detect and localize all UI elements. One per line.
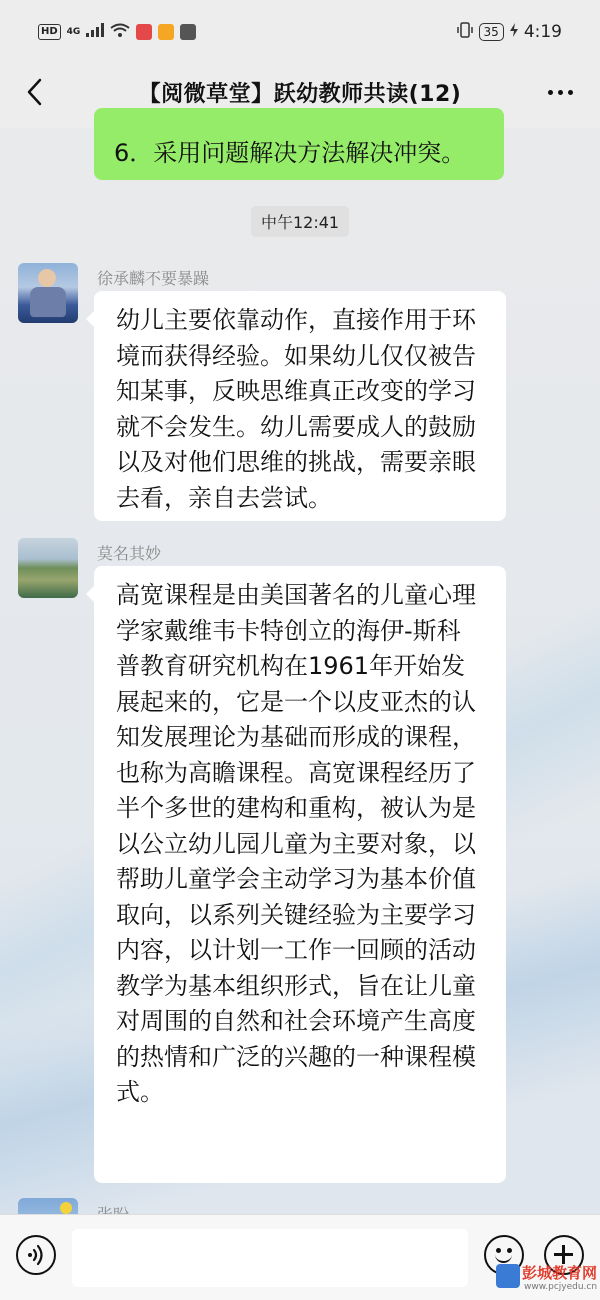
- message-timestamp: 中午12:41: [251, 206, 349, 237]
- voice-button[interactable]: [16, 1235, 56, 1275]
- clock: 4:19: [523, 22, 562, 42]
- avatar[interactable]: [18, 263, 78, 323]
- network-type: 4G: [66, 26, 81, 37]
- watermark-logo-icon: [496, 1264, 520, 1288]
- sender-name: 徐承麟不要暴躁: [97, 269, 210, 288]
- chat-title: 【阅微草堂】跃幼教师共读(12): [138, 81, 462, 107]
- wifi-icon: [110, 22, 130, 42]
- status-left: [38, 22, 196, 42]
- own-message-bubble[interactable]: [94, 108, 504, 180]
- back-arrow-icon: [26, 78, 42, 106]
- message-input[interactable]: [72, 1229, 468, 1287]
- sender-name: 莫名其妙: [97, 544, 162, 563]
- chat-messages[interactable]: [0, 128, 600, 1214]
- status-right: [457, 22, 562, 43]
- hd-badge: HD: [38, 24, 61, 40]
- cube-app-icon: [180, 24, 196, 40]
- avatar[interactable]: [18, 538, 78, 598]
- vibrate-icon: [457, 22, 473, 43]
- message-text: 幼儿主要依靠动作，直接作用于环境而获得经验。如果幼儿仅仅被告知某事，反映思维真正改变的学习就不会发生。幼儿需要成人的鼓励以及对他们思维的挑战，需要亲眼去看，亲自去尝试。: [116, 306, 476, 512]
- message-bubble[interactable]: [94, 291, 506, 521]
- charging-icon: [510, 22, 518, 42]
- site-watermark: [494, 1262, 598, 1296]
- status-bar: [0, 0, 600, 64]
- more-button[interactable]: [540, 74, 580, 110]
- emoji-icon: [496, 1248, 501, 1253]
- more-dots-icon: [548, 90, 553, 95]
- video-app-icon: [158, 24, 174, 40]
- signal-icon: [86, 22, 104, 42]
- own-message-text: 6．采用问题解决方法解决冲突。: [114, 139, 466, 167]
- message-text: 高宽课程是由美国著名的儿童心理学家戴维韦卡特创立的海伊-斯科普教育研究机构在1961年开始发展起来的，它是一个以皮亚杰的认知发展理论为基础而形成的课程，也称为高瞻课程。高宽课程经历了半个多世的建构和重构，被认为是以公立幼儿园儿童为主要对象，以帮助儿童学会主动学习为基本价值取向，以系列关键经验为主要学习内容，以计划一工作一回顾的活动教学为基本组织形式，旨在让儿童对周围的自然和社会环境产生高度的热情和广泛的兴趣的一种课程模式。: [116, 581, 476, 1106]
- app-notification-icon: [136, 24, 152, 40]
- message-bubble[interactable]: [94, 566, 506, 1183]
- watermark-url: www.pcjyedu.cn: [524, 1282, 598, 1292]
- watermark-text: 彭城教育网: [522, 1264, 598, 1282]
- voice-icon: [25, 1244, 47, 1266]
- battery-level: 35: [479, 23, 504, 41]
- back-button[interactable]: [16, 74, 52, 110]
